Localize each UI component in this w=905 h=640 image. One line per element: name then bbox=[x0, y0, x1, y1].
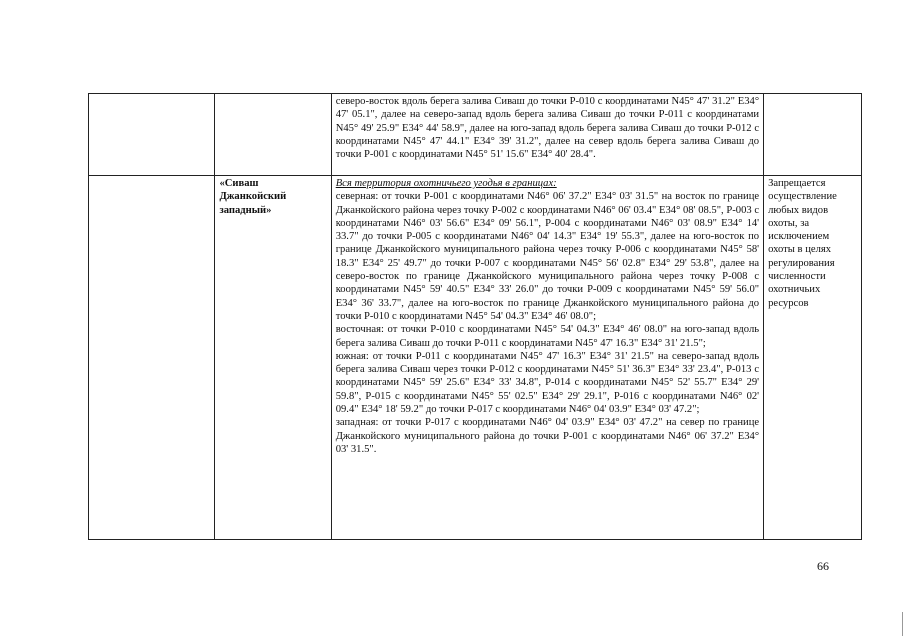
cell-description bbox=[331, 176, 763, 540]
cell-name bbox=[215, 176, 331, 540]
boundary-heading: Вся территория охотничьего угодья в границах: bbox=[335, 178, 557, 189]
restriction-line: осуществление bbox=[768, 191, 837, 203]
cell-name bbox=[215, 94, 331, 176]
cell-restriction bbox=[764, 94, 862, 176]
restriction-line: Запрещается bbox=[768, 178, 826, 189]
boundary-south: южная: от точки Р-011 с координатами N45° 47' 16.3" E34° 31' 21.5" на северо-запад вдоль берега залива Сиваш через точки Р-012 с координатами N45° 51' 36.3" E34° 33' 23.4", Р-013 с координатами N45° 59' 25.6" E34° 33' 34.8", Р-014 с координатами N45° 52' 55.7" E34° 29' 59.8", Р-015 с координатами N45° 55' 02.5" E34° 29' 29.1", Р-016 с координатами N46° 02' 09.4" E34° 18' 59.2" до точки Р-017 с координатами N46° 04' 03.9" E34° 03' 47.2"; bbox=[335, 350, 760, 416]
ground-name-line: «Сиваш bbox=[219, 178, 259, 189]
cell-restriction bbox=[764, 176, 862, 540]
boundary-east: восточная: от точки Р-010 с координатами N45° 54' 04.3" E34° 46' 08.0" на юго-запад вдоль берега залива Сиваш до точки Р-011 с координатами N45° 47' 16.3" E34° 31' 21.5"; bbox=[335, 324, 760, 349]
description-paragraph: северо-восток вдоль берега залива Сиваш до точки Р-010 с координатами N45° 47' 31.2" E34° 47' 05.1", далее на северо-запад вдоль берега залива Сиваш до точки Р-011 с координатами N45° 49' 25.9" E34° 44' 58.9", далее на юго-запад вдоль берега залива Сиваш до точки Р-012 с координатами N45° 47' 44.1" E34° 39' 31.2", далее на север вдоль берега залива Сиваш до точки Р-001 с координатами N45° 51' 15.6" E34° 40' 28.4". bbox=[335, 96, 760, 161]
page-number: 66 bbox=[817, 559, 829, 573]
restriction-line: охотничьих bbox=[768, 284, 821, 296]
ground-name-line: Джанкойский bbox=[219, 191, 287, 203]
restriction-line: регулирования bbox=[768, 257, 835, 269]
ground-name-line: западный» bbox=[219, 204, 272, 216]
table-row-main bbox=[89, 176, 862, 540]
cell-number bbox=[89, 176, 215, 540]
hunting-grounds-table bbox=[88, 93, 862, 540]
restriction-line: любых видов bbox=[768, 204, 829, 216]
cell-number bbox=[89, 94, 215, 176]
boundary-north: северная: от точки Р-001 с координатами N46° 06' 37.2" E34° 03' 31.5" на восток по границе Джанкойского района через точку Р-002 с координатами N46° 06' 03.4" E34° 08' 08.5", Р-003 с координатами N46° 03' 56.6" E34° 09' 56.1", Р-004 с координатами N46° 03' 08.9" E34° 14' 33.7" до точки Р-005 с координатами N46° 04' 14.3" E34° 19' 55.3", далее на юго-восток по границе Джанкойского муниципального района через точку Р-006 с координатами N45° 58' 18.3" E34° 25' 49.7" до точки Р-007 с координатами N45° 56' 02.8" E34° 29' 53.8", далее на северо-восток по границе Джанкойского муниципального района через точку Р-008 с координатами N45° 59' 40.5" E34° 33' 26.0" до точки Р-009 с координатами N45° 59' 56.0" E34° 36' 33.7", далее на юго-восток по границе Джанкойского муниципального района до точки Р-010 с координатами N45° 54' 04.3" E34° 46' 08.0"; bbox=[335, 191, 760, 322]
restriction-line: ресурсов bbox=[768, 297, 809, 309]
restriction-line: охоты, за bbox=[768, 217, 810, 229]
restriction-line: численности bbox=[768, 271, 826, 283]
cell-description bbox=[331, 94, 763, 176]
table-row-continued bbox=[89, 94, 862, 176]
restriction-line: исключением bbox=[768, 231, 830, 243]
restriction-line: охоты в целях bbox=[768, 244, 832, 256]
scan-edge-mark bbox=[902, 612, 903, 636]
boundary-west: западная: от точки Р-017 с координатами N46° 04' 03.9" E34° 03' 47.2" на север по границе Джанкойского муниципального района до точки Р-001 с координатами N46° 06' 37.2" E34° 03' 31.5". bbox=[335, 417, 760, 455]
